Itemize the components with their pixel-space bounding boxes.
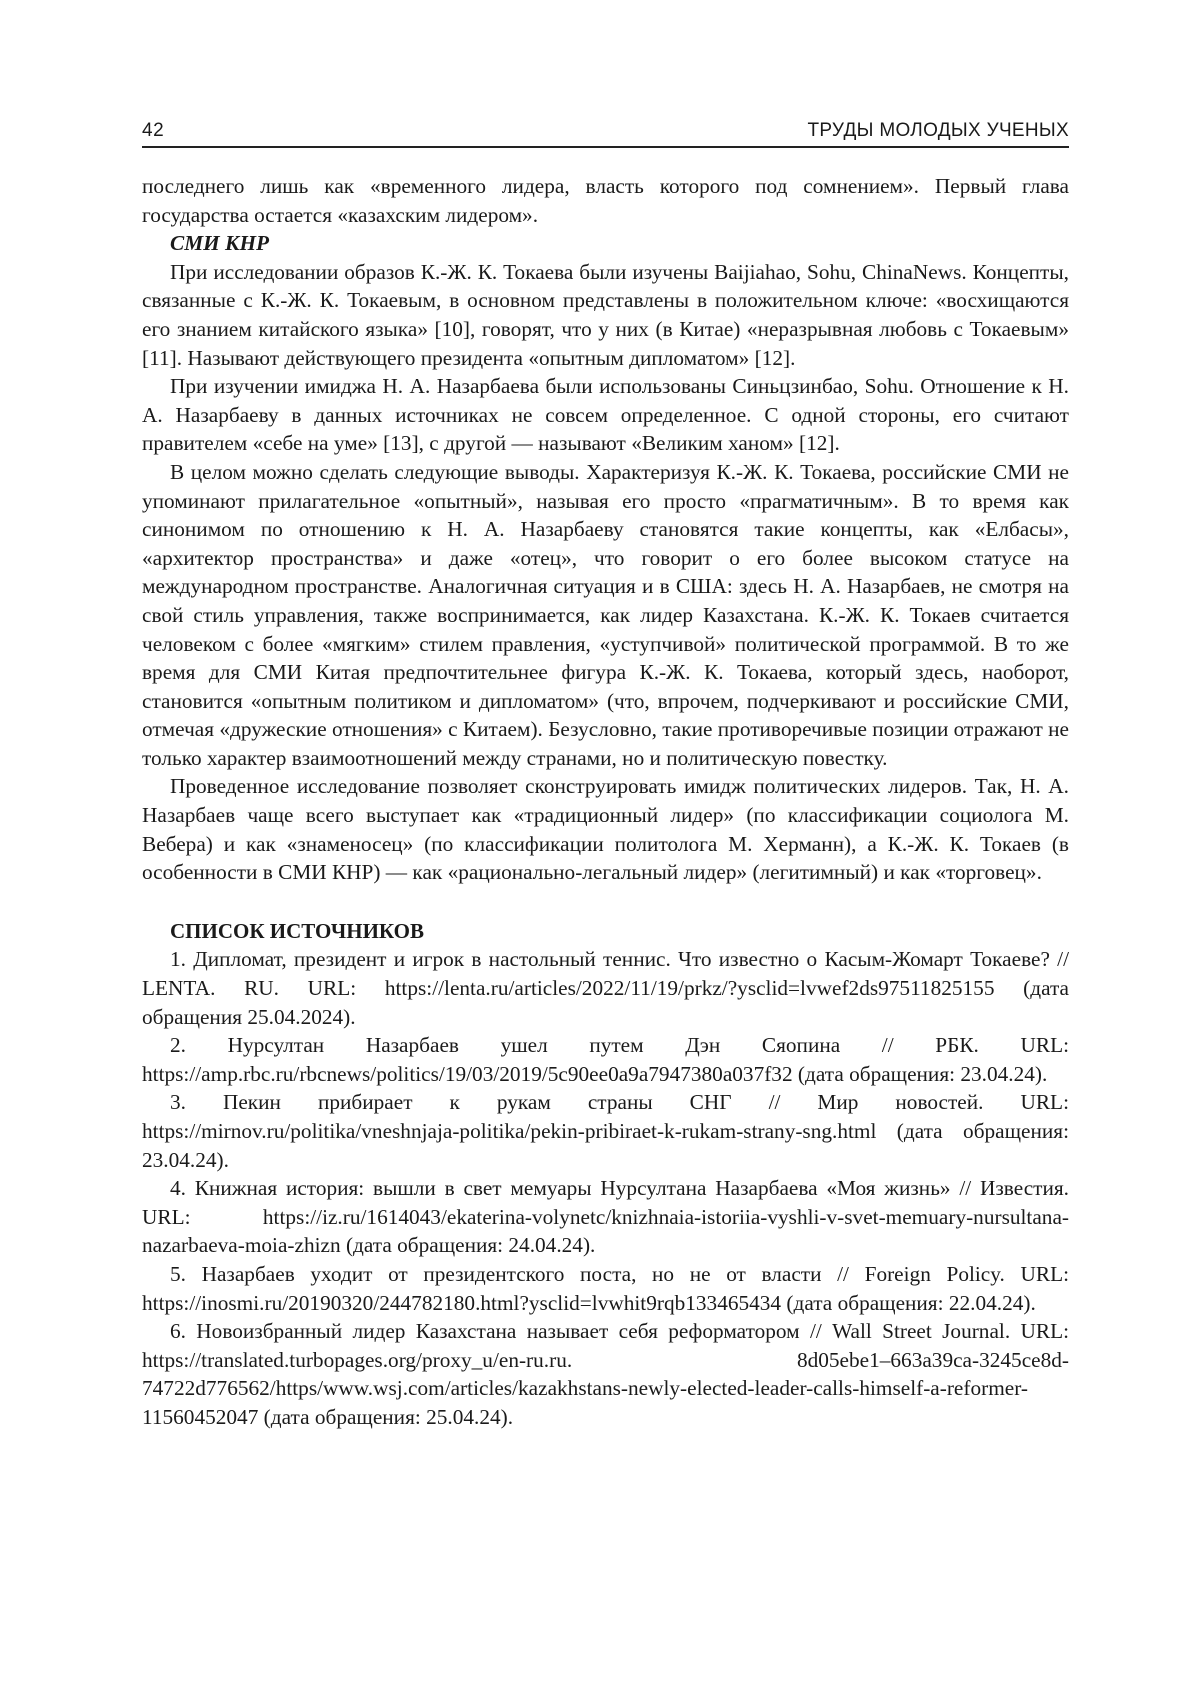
journal-title: ТРУДЫ МОЛОДЫХ УЧЕНЫХ: [807, 120, 1069, 141]
article-body: [142, 172, 1069, 1432]
reference-item: 5. Назарбаев уходит от президентского поста, но не от власти // Foreign Policy. URL: https://inosmi.ru/20190320/244782180.html?ysclid=lvwhit9rqb133465434 (дата обращения: 22.04.24).: [142, 1261, 1069, 1315]
references-heading: СПИСОК ИСТОЧНИКОВ: [170, 918, 424, 943]
reference-item: 4. Книжная история: вышли в свет мемуары Нурсултана Назарбаева «Моя жизнь» // Известия. URL: https://iz.ru/1614043/ekaterina-volynetc/knizhnaia-istoriia-vyshli-v-svet-memuary-nursultana-nazarbaeva-moia-zhizn (дата обращения: 24.04.24).: [142, 1176, 1069, 1258]
paragraph-final: Проведенное исследование позволяет сконструировать имидж политических лидеров. Так, Н. А. Назарбаев чаще всего выступает как «традиционный лидер» (по классификации социолога М. Вебера) и как «знаменосец» (по классификации политолога М. Херманн), а К.-Ж. К. Токаев (в особенности в СМИ КНР) — как «рационально-легальный лидер» (легитимный) и как «торговец».: [142, 774, 1069, 885]
reference-item: 6. Новоизбранный лидер Казахстана называет себя реформатором // Wall Street Journal. URL: https://translated.turbopages.org/proxy_u/en-ru.ru. 8d05ebe1–663a39ca-3245ce8d-74722d776562/https/www.wsj.com/articles/kazakhstans-newly-elected-leader-calls-himself-a-reformer-11560452047 (дата обращения: 25.04.24).: [142, 1319, 1069, 1429]
section-subheading: СМИ КНР: [170, 231, 270, 256]
reference-item: 1. Дипломат, президент и игрок в настольный теннис. Что известно о Касым-Жомарт Токаеве? // LENTA. RU. URL: https://lenta.ru/articles/2022/11/19/prkz/?ysclid=lvwef2ds97511825155 (дата обращения 25.04.2024).: [142, 947, 1069, 1029]
running-header: [142, 100, 1069, 148]
references-list: [142, 945, 1069, 1431]
paragraph-china-tokayev: При исследовании образов К.-Ж. К. Токаева были изучены Baijiahao, Sohu, ChinaNews. Концепты, связанные с К.-Ж. К. Токаевым, в основном представлены в положительном ключе: «восхищаются его знанием китайского языка» [10], говорят, что у них (в Китае) «неразрывная любовь с Токаевым» [11]. Называют действующего президента «опытным дипломатом» [12].: [142, 259, 1069, 370]
paragraph-china-nazarbayev: При изучении имиджа Н. А. Назарбаева были использованы Синьцзинбао, Sohu. Отношение к Н. А. Назарбаеву в данных источниках не совсем определенное. С одной стороны, его считают правителем «себе на уме» [13], с другой — называют «Великим ханом» [12].: [142, 374, 1069, 456]
journal-page: [142, 100, 1069, 1432]
reference-item: 2. Нурсултан Назарбаев ушел путем Дэн Сяопина // РБК. URL: https://amp.rbc.ru/rbcnews/politics/19/03/2019/5c90ee0a9a7947380a037f32 (дата обращения: 23.04.24).: [142, 1033, 1069, 1086]
reference-item: 3. Пекин прибирает к рукам страны СНГ // Мир новостей. URL: https://mirnov.ru/politika/vneshnjaja-politika/pekin-pribiraet-k-rukam-strany-sng.html (дата обращения: 23.04.24).: [142, 1090, 1069, 1172]
paragraph-conclusions: В целом можно сделать следующие выводы. Характеризуя К.-Ж. К. Токаева, российские СМИ не упоминают прилагательное «опытный», называя его просто «прагматичным». В то время как синонимом по отношению к Н. А. Назарбаеву становятся такие концепты, как «Елбасы», «архитектор пространства» и даже «отец», что говорит о его более высоком статусе на международном пространстве. Аналогичная ситуация и в США: здесь Н. А. Назарбаев, не смотря на свой стиль управления, также воспринимается, как лидер Казахстана. К.-Ж. К. Токаев считается человеком с более «мягким» стилем правления, «уступчивой» политической программой. В то же время для СМИ Китая предпочтительнее фигура К.-Ж. К. Токаева, который здесь, наоборот, становится «опытным политиком и дипломатом» (что, впрочем, подчеркивают и российские СМИ, отмечая «дружеские отношения» с Китаем). Безусловно, такие противоречивые позиции отражают не только характер взаимоотношений между странами, но и политическую повестку.: [142, 459, 1069, 770]
page-number: 42: [142, 120, 165, 141]
paragraph-continuation: последнего лишь как «временного лидера, власть которого под сомнением». Первый глава государства остается «казахским лидером».: [142, 174, 1069, 227]
